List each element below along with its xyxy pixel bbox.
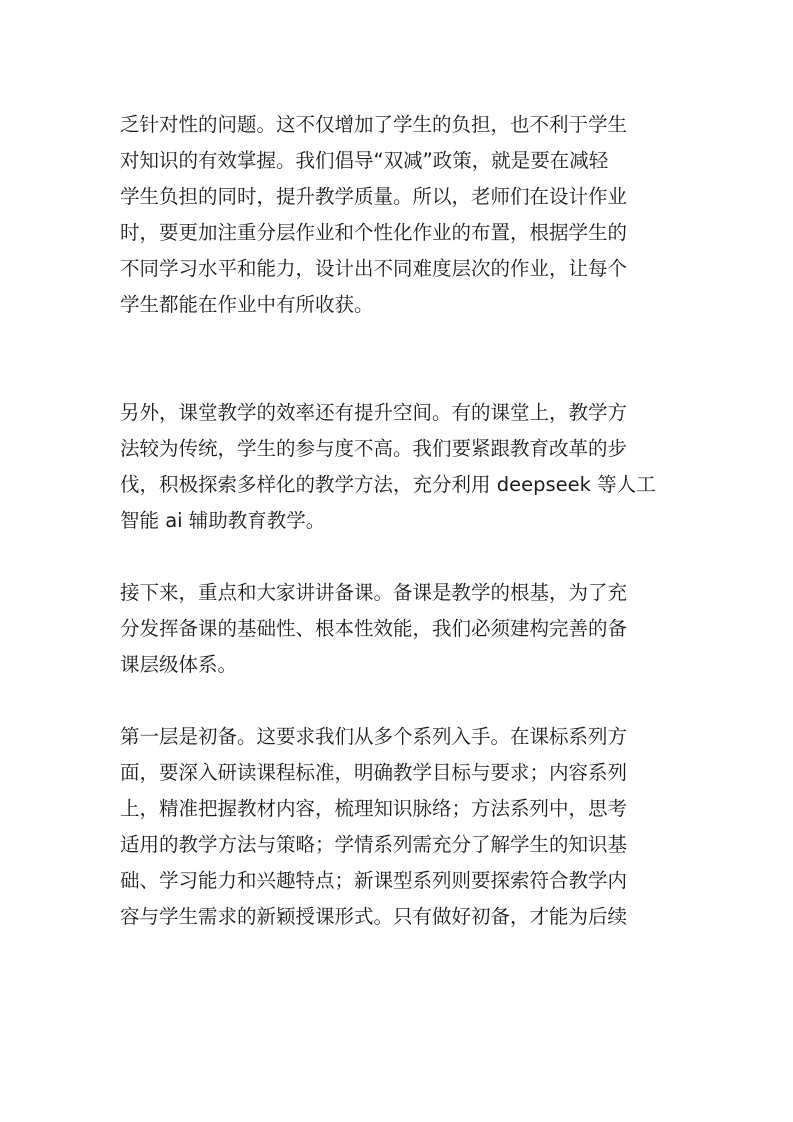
paragraph-classroom-efficiency: 另外，课堂教学的效率还有提升空间。有的课堂上，教学方 法较为传统，学生的参与度不高。我们要紧跟教育改革的步 伐，积极探索多样化的教学方法，充分利用 deepseek 等人工 智能 ai 辅助教育教学。 (120, 401, 656, 532)
paragraph-homework: 乏针对性的问题。这不仅增加了学生的负担，也不利于学生 对知识的有效掌握。我们倡导“双减”政策，就是要在减轻 学生负担的同时，提升教学质量。所以，老师们在设计作业 时，要更加注重分层作业和个性化作业的布置，根据学生的 不同学习水平和能力，设计出不同难度层次的作业，让每个 学生都能在作业中有所收获。 (120, 113, 628, 316)
paragraph-lesson-preparation: 接下来，重点和大家讲讲备课。备课是教学的根基，为了充 分发挥备课的基础性、根本性效能，我们必须建构完善的备 课层级体系。 (120, 581, 628, 676)
document-body (120, 107, 680, 935)
paragraph-initial-preparation: 第一层是初备。这要求我们从多个系列入手。在课标系列方 面，要深入研读课程标准，明确教学目标与要求；内容系列 上，精准把握教材内容，梳理知识脉络；方法系列中，思考 适用的教学方法与策略；学情系列需充分了解学生的知识基 础、学习能力和兴趣特点；新课型系列则要探索符合教学内 容与学生需求的新颖授课形式。只有做好初备，才能为后续 (120, 725, 628, 928)
